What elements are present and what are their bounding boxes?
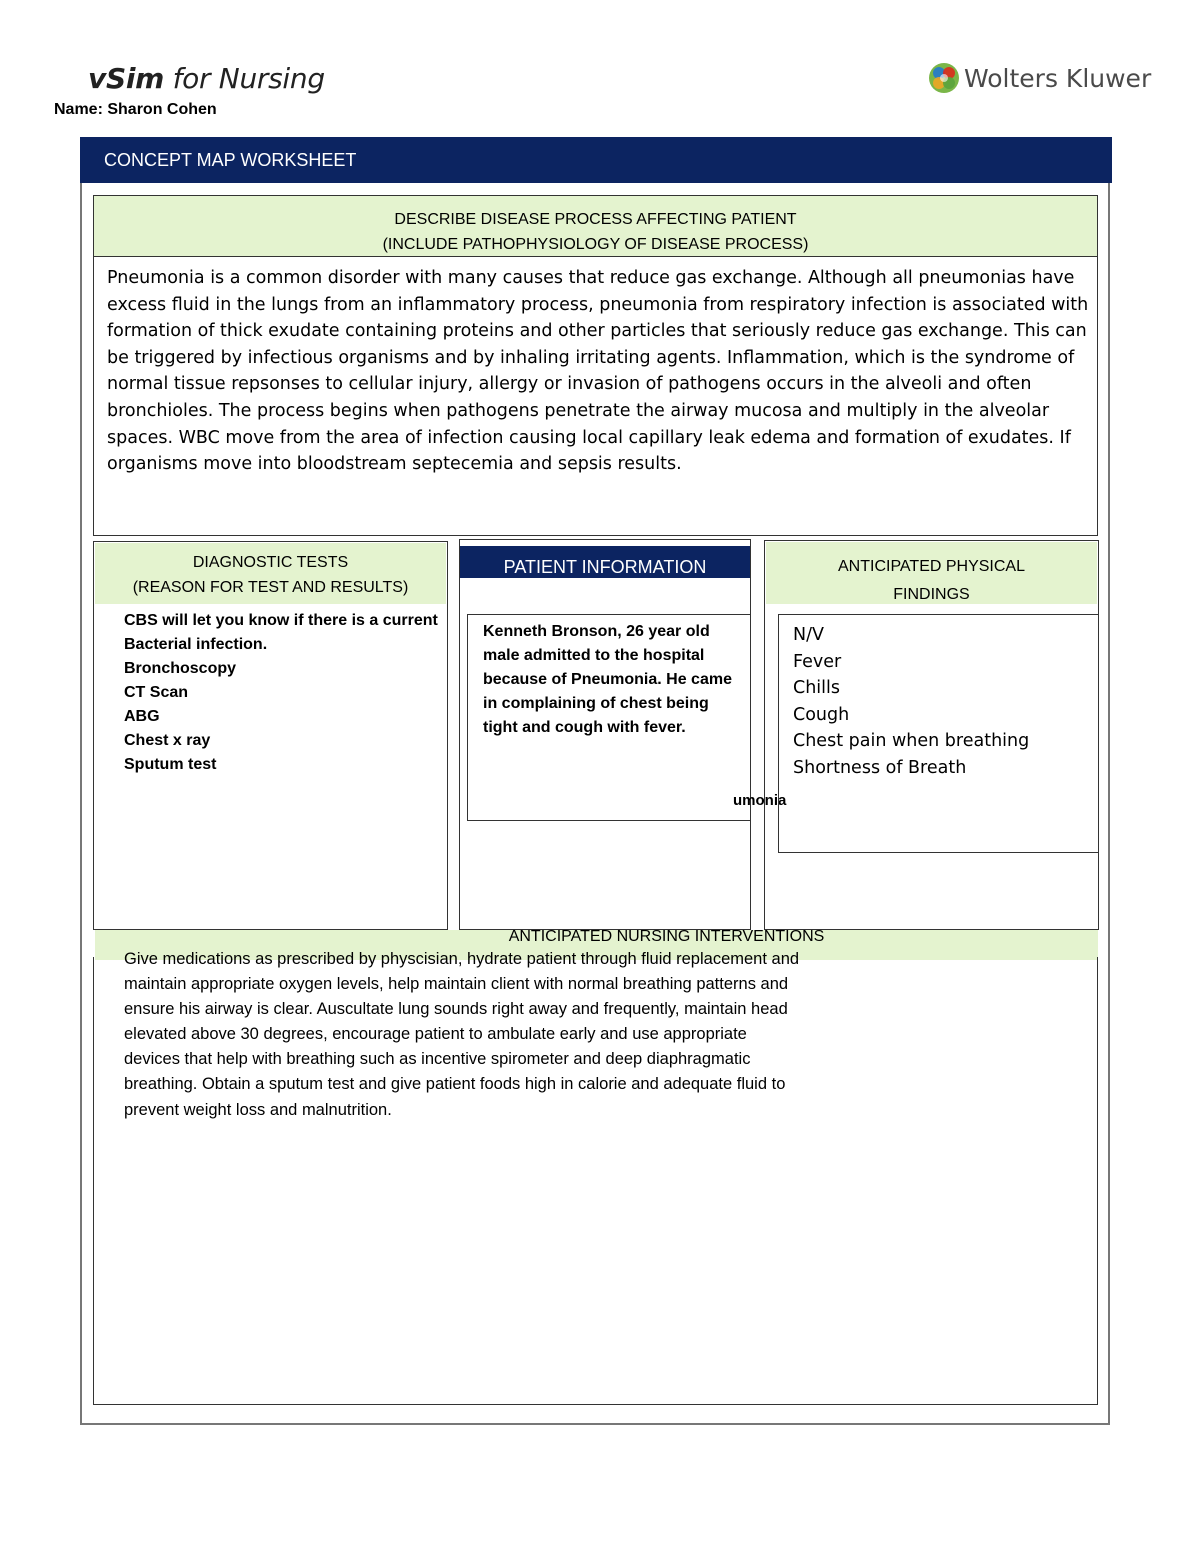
patient-info-heading: PATIENT INFORMATION — [460, 546, 750, 578]
list-item: Sputum test — [124, 756, 217, 773]
vsim-logo — [88, 62, 325, 95]
publisher-name: Wolters Kluwer — [964, 63, 1152, 93]
diagnostic-list — [124, 609, 454, 777]
disease-heading — [93, 195, 1098, 257]
diagnostic-heading-line2: (REASON FOR TEST AND RESULTS) — [132, 579, 409, 596]
disease-heading-line2: (INCLUDE PATHOPHYSIOLOGY OF DISEASE PROCESS) — [382, 236, 809, 253]
physical-findings-list — [793, 622, 1093, 781]
disease-description: Pneumonia is a common disorder with many causes that reduce gas exchange. Although all pneumonias have excess fluid in the lungs from an inflammatory process, pneumonia from respiratory infection is associated with formation of thick exudate containing proteins and other particles that seriously reduce gas exchange. This can be triggered by infectious organisms and by inhaling irritating agents. Inflammation, which is the syndrome of normal tissue repsonses to cellular injury, allergy or invasion of pathogens occurs in the alveoli and often bronchioles. The process begins when pathogens penetrate the airway mucosa and multiply in the alveolar spaces. WBC move from the area of infection causing local capillary leak edema and formation of exudates. If organisms move into bloodstream septecemia and sepsis results. — [107, 268, 1089, 475]
list-item: Fever — [793, 651, 842, 672]
worksheet-title: CONCEPT MAP WORKSHEET — [80, 137, 1112, 183]
interventions-text: Give medications as prescribed by physcisian, hydrate patient through fluid replacement and maintain appropriate oxygen levels, help maintain client with normal breathing patterns and ensure his airway is clear. Auscultate lung sounds right away and frequently, maintain head elevated above 30 degrees, encourage patient to ambulate early and use appropriate devices that help with breathing such as incentive spirometer and deep diaphragmatic breathing. Obtain a sputum test and give patient foods high in calorie and adequate fluid to prevent weight loss and malnutrition. — [124, 950, 800, 1119]
list-item: N/V — [793, 625, 824, 645]
list-item: Shortness of Breath — [793, 757, 967, 778]
patient-info-text: Kenneth Bronson, 26 year old male admitted to the hospital because of Pneumonia. He came in complaining of chest being tight and cough with fever. — [483, 623, 732, 736]
list-item: Chills — [793, 678, 841, 698]
list-item: CT Scan — [124, 684, 189, 701]
list-item: Bronchoscopy — [124, 660, 237, 677]
physical-heading-line2: FINDINGS — [893, 586, 970, 603]
list-item: Bacterial infection. — [124, 636, 268, 653]
student-name: Name: Sharon Cohen — [54, 101, 217, 118]
list-item: ABG — [124, 708, 160, 725]
physical-heading-line1: ANTICIPATED PHYSICAL — [838, 558, 1025, 575]
wolters-kluwer-globe-icon — [928, 62, 960, 94]
diagnostic-heading — [95, 543, 446, 604]
list-item: CBS will let you know if there is a current — [124, 612, 438, 629]
wolters-kluwer-logo — [928, 60, 1151, 96]
interventions-heading: ANTICIPATED NURSING INTERVENTIONS — [95, 930, 1098, 960]
brand-for-nursing: for Nursing — [164, 62, 325, 95]
physical-findings-heading — [766, 542, 1097, 604]
brand-vsim: vSim — [88, 62, 164, 95]
list-item: Chest pain when breathing — [793, 731, 1030, 751]
list-item: Cough — [793, 704, 850, 725]
list-item: Chest x ray — [124, 732, 211, 749]
disease-heading-line1: DESCRIBE DISEASE PROCESS AFFECTING PATIENT — [394, 211, 797, 228]
diagnostic-heading-line1: DIAGNOSTIC TESTS — [192, 554, 349, 571]
patient-info-overflow-text: umonia — [733, 792, 787, 809]
